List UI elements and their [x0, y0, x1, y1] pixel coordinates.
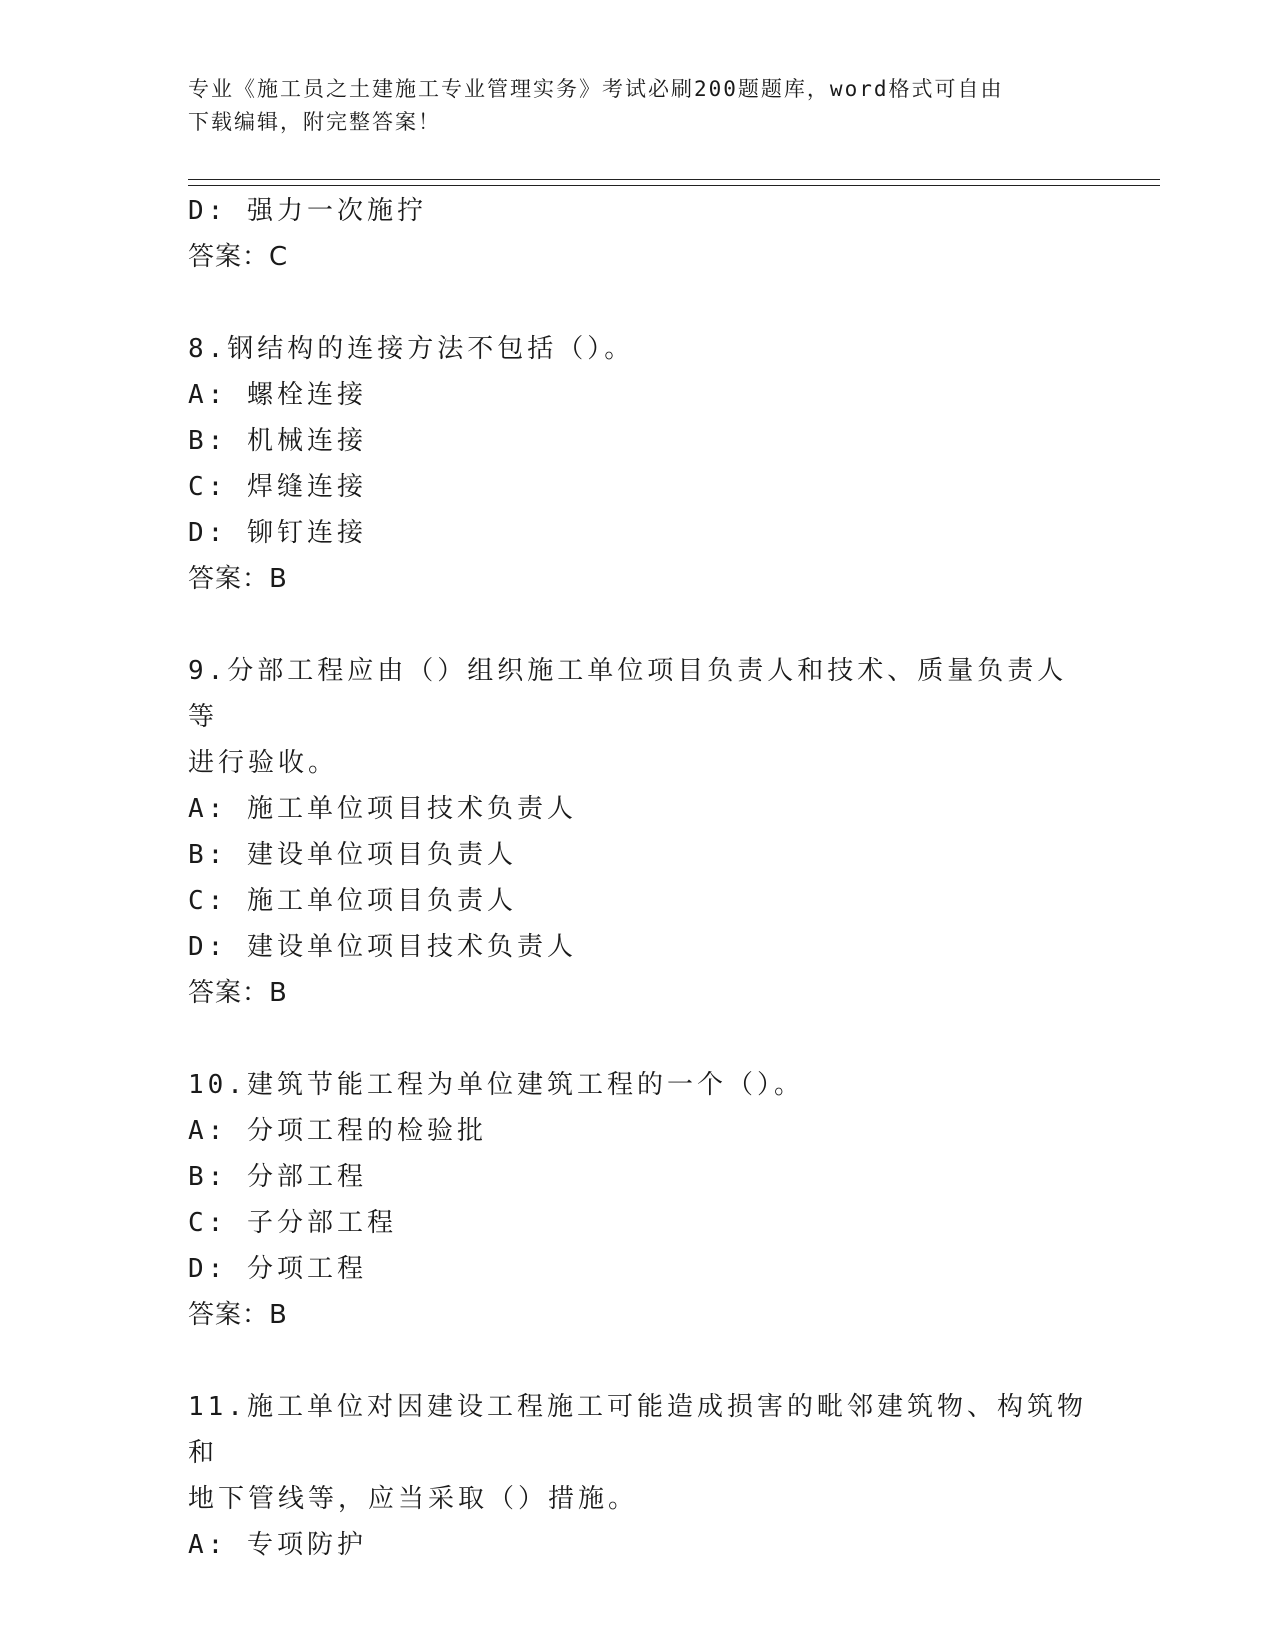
question-9-option-c: C: 施工单位项目负责人 [188, 886, 517, 916]
header-title-line-2: 下载编辑，附完整答案！ [188, 110, 441, 134]
question-spacer [188, 280, 1088, 326]
prev-answer: 答案：C [188, 242, 289, 272]
question-10-option-d: D: 分项工程 [188, 1254, 367, 1284]
question-9-text-line-2: 进行验收。 [188, 748, 339, 778]
question-10-answer: 答案：B [188, 1300, 288, 1330]
question-spacer [188, 1338, 1088, 1384]
question-10-option-c: C: 子分部工程 [188, 1208, 397, 1238]
question-8-option-b: B: 机械连接 [188, 426, 367, 456]
question-11-option-a: A: 专项防护 [188, 1530, 367, 1560]
question-10-text: 10.建筑节能工程为单位建筑工程的一个（）。 [188, 1070, 804, 1100]
question-9-answer: 答案：B [188, 978, 288, 1008]
question-8-option-a: A: 螺栓连接 [188, 380, 367, 410]
question-10-option-a: A: 分项工程的检验批 [188, 1116, 487, 1146]
header-title-line-1: 专业《施工员之土建施工专业管理实务》考试必刷200题题库，word格式可自由 [188, 77, 1004, 101]
question-10-option-b: B: 分部工程 [188, 1162, 367, 1192]
question-8-answer: 答案：B [188, 564, 288, 594]
header-divider [188, 179, 1160, 186]
question-11-text-line-2: 地下管线等，应当采取（）措施。 [188, 1484, 639, 1514]
question-8-text: 8.钢结构的连接方法不包括（）。 [188, 334, 635, 364]
question-list [188, 188, 1088, 1568]
prev-option-d: D: 强力一次施拧 [188, 196, 427, 226]
question-11-text-line-1: 11.施工单位对因建设工程施工可能造成损害的毗邻建筑物、构筑物和 [188, 1392, 1087, 1468]
question-9-option-a: A: 施工单位项目技术负责人 [188, 794, 577, 824]
question-spacer [188, 1016, 1088, 1062]
question-9-text-line-1: 9.分部工程应由（）组织施工单位项目负责人和技术、质量负责人等 [188, 656, 1068, 732]
question-8-option-c: C: 焊缝连接 [188, 472, 367, 502]
question-spacer [188, 602, 1088, 648]
question-9-option-d: D: 建设单位项目技术负责人 [188, 932, 577, 962]
page-header [188, 73, 1088, 139]
question-8-option-d: D: 铆钉连接 [188, 518, 367, 548]
question-9-option-b: B: 建设单位项目负责人 [188, 840, 517, 870]
